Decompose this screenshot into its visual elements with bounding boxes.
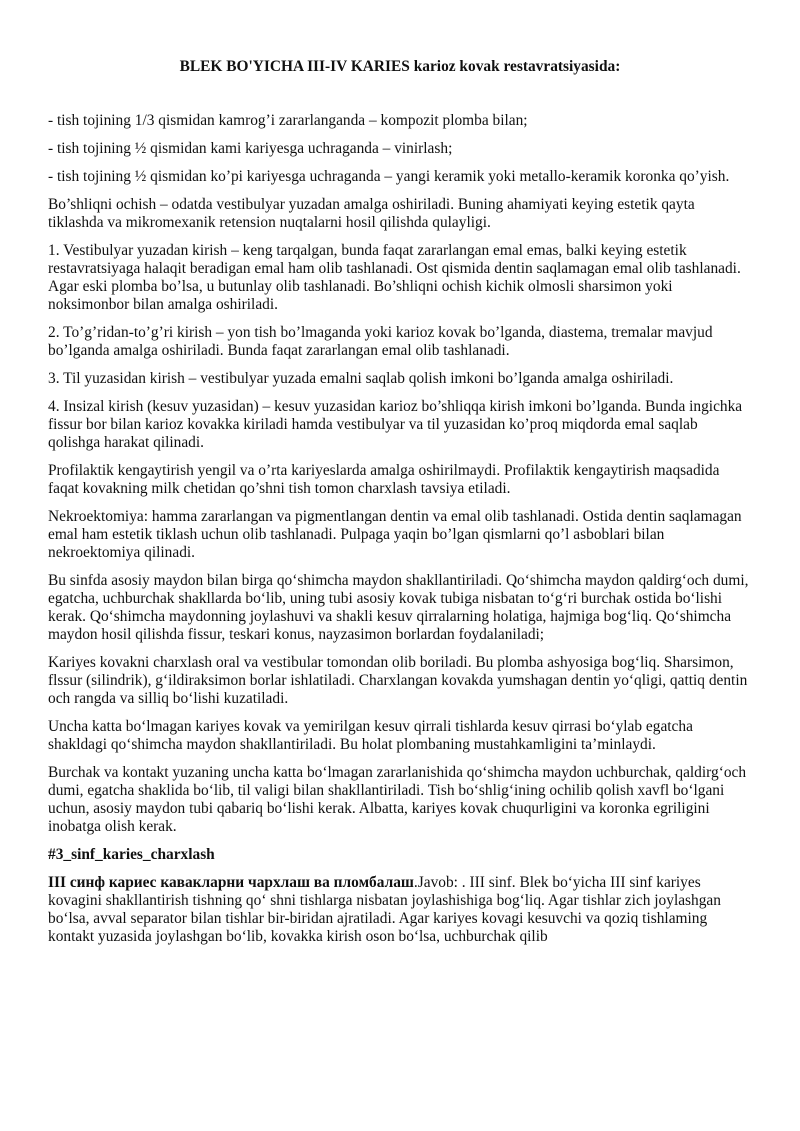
paragraph-10: Nekroektomiya: hamma zararlangan va pigmentlangan dentin va emal olib tashlanadi. Ostida dentin saqlamagan emal ham estetik tiklash uchun olib tashlanadi. Pulpaga yaqin bo’lgan qismlarni qo’l asboblari bilan nekroektomiya qilinadi. xyxy=(48,508,742,561)
hashtag-heading: #3_sinf_karies_charxlash xyxy=(48,846,215,863)
paragraph-14: Burchak va kontakt yuzaning uncha katta bo‘lmagan zararlanishida qo‘shimcha maydon uchburchak, qaldirg‘och dumi, egatcha shaklida bo‘lib, til valigi bilan shakllantiriladi. Tish bo‘shlig‘ining ochilib qolish xavfl bo‘lgani uchun, asosiy maydon tubi qabariq bo‘lishi kerak. Albatta, kariyes kovak chuqurligini va koronka egriligini inobatga olish kerak. xyxy=(48,764,747,835)
paragraph-7: 3. Til yuzasidan kirish – vestibulyar yuzada emalni saqlab qolish imkoni bo’lganda amalga oshiriladi. xyxy=(48,370,674,387)
last-paragraph xyxy=(48,874,752,946)
paragraph-5: 1. Vestibulyar yuzadan kirish – keng tarqalgan, bunda faqat zararlangan emal emas, balki keying estetik restavratsiyaga halaqit beradigan emal ham olib tashlanadi. Ost qismida dentin saqlamagan emal olib tashlanadi. Agar eski plomba bo’lsa, u butunlay olib tashlanadi. Bo’shliqni ochish kichik olmosli sharsimon yoki noksimonbor bilan amalga oshiriladi. xyxy=(48,242,741,313)
paragraph-9: Profilaktik kengaytirish yengil va o’rta kariyeslarda amalga oshirilmaydi. Profilaktik kengaytirish maqsadida faqat kovakning milk chetidan qo’shni tish tomon charxlash tavsiya etiladi. xyxy=(48,462,720,497)
paragraph-12: Kariyes kovakni charxlash oral va vestibular tomondan olib boriladi. Bu plomba ashyosiga bog‘liq. Sharsimon, flssur (silindrik), g‘ildiraksimon borlar ishlatiladi. Charxlangan kovakda yumshagan dentin yo‘qligi, qattiq dentin och rangda va silliq bo‘lishi kuzatiladi. xyxy=(48,654,748,707)
paragraph-4: Bo’shliqni ochish – odatda vestibulyar yuzadan amalga oshiriladi. Buning ahamiyati keying estetik qayta tiklashda va mikromexanik retension nuqtalarni hosil qilishda qulayligi. xyxy=(48,196,695,231)
last-paragraph-text: .Javob: . III sinf. Blek bo‘yicha III sinf kariyes kovagini shakllantirish tishning qo‘ shni tishlarga nisbatan joylashishiga bog‘liq. Agar tishlar zich joylashgan bo‘lsa, avval separator bilan tishlar bir-biridan ajratiladi. Agar kariyes kovagi kesuvchi va qoziq tishlaming kontakt yuzasida joylashgan bo‘lib, kovakka kirish oson bo‘lsa, uchburchak qilib xyxy=(48,874,721,945)
last-paragraph-bold-lead: III синф кариес кавакларни чархлаш ва пломбалаш xyxy=(48,874,414,891)
paragraph-11: Bu sinfda asosiy maydon bilan birga qo‘shimcha maydon shakllantiriladi. Qo‘shimcha maydon qaldirg‘och dumi, egatcha, uchburchak shakllarda bo‘lib, uning tubi asosiy kovak tubiga nisbatan to‘g‘ri burchak ostida bo‘lishi kerak. Qo‘shimcha maydonning joylashuvi va shakli kesuv qirralarning holatiga, hajmiga bog‘liq. Qo‘shimcha maydon hosil qilishda fissur, teskari konus, nayzasimon borlardan foydalaniladi; xyxy=(48,572,749,643)
document-title: BLEK BO'YICHA III-IV KARIES karioz kovak restavratsiyasida: xyxy=(179,58,621,75)
paragraph-1: - tish tojining 1/3 qismidan kamrog’i zararlanganda – kompozit plomba bilan; xyxy=(48,112,528,129)
paragraph-13: Uncha katta bo‘lmagan kariyes kovak va yemirilgan kesuv qirrali tishlarda kesuv qirrasi bo‘ylab egatcha shakldagi qo‘shimcha maydon shakllantiriladi. Bu holat plombaning mustahkamligini ta’minlaydi. xyxy=(48,718,693,753)
paragraph-6: 2. To’g’ridan-to’g’ri kirish – yon tish bo’lmaganda yoki karioz kovak bo’lganda, diastema, tremalar mavjud bo’lganda amalga oshiriladi. Bunda faqat zararlangan emal olib tashlanadi. xyxy=(48,324,713,359)
paragraph-8: 4. Insizal kirish (kesuv yuzasidan) – kesuv yuzasidan karioz bo’shliqqa kirish imkoni bo’lganda. Bunda ingichka fissur bor bilan karioz kovakka kiriladi hamda vestibulyar va til yuzasidan ko’proq miqdorda emal saqlab qolishga harakat qilinadi. xyxy=(48,398,743,451)
paragraph-2: - tish tojining ½ qismidan kami kariyesga uchraganda – vinirlash; xyxy=(48,140,453,157)
paragraph-3: - tish tojining ½ qismidan ko’pi kariyesga uchraganda – yangi keramik yoki metallo-keramik koronka qo’yish. xyxy=(48,168,730,185)
